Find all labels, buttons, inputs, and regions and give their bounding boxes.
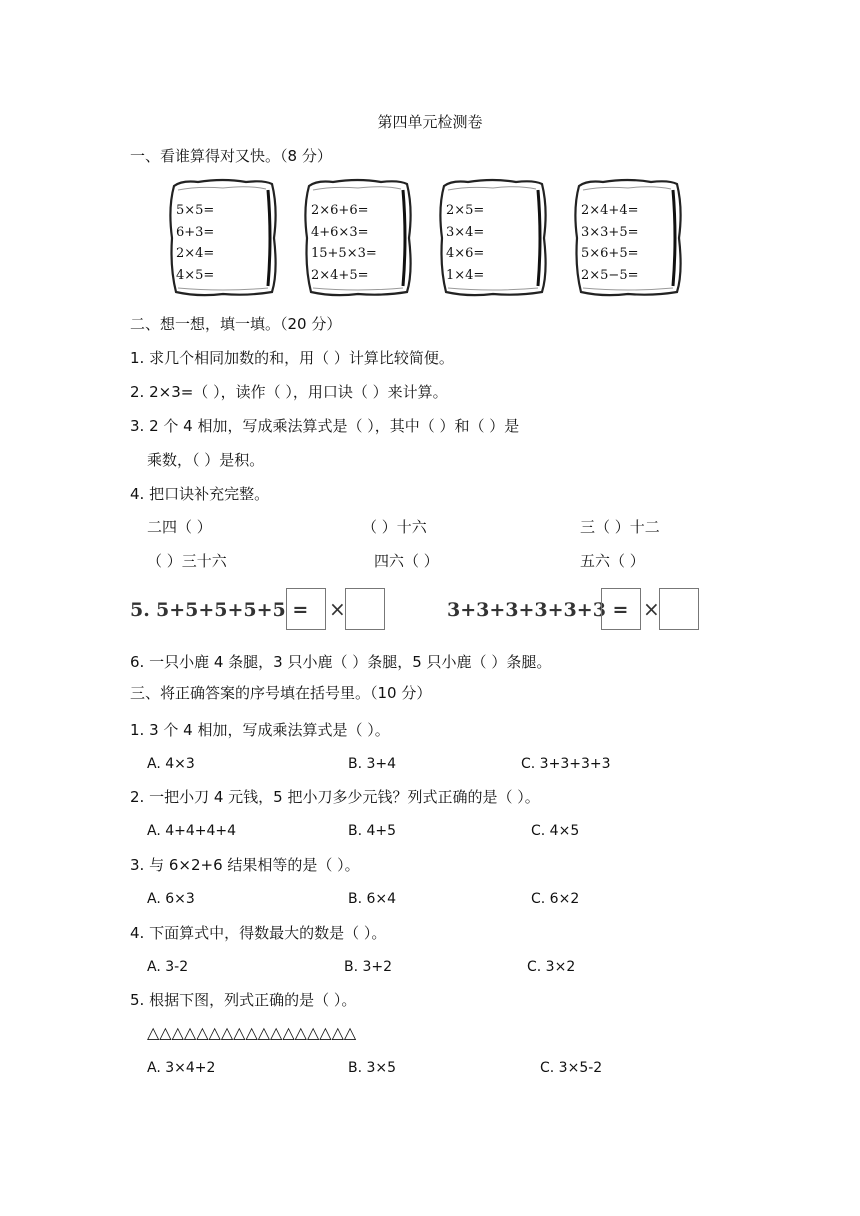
card-line: 6+3= <box>176 224 215 240</box>
card-line: 2×5= <box>446 203 485 218</box>
section3-heading: 三、将正确答案的序号填在括号里。（10 分） <box>130 684 432 702</box>
option-c[interactable]: C. 3+3+3+3 <box>521 756 611 772</box>
answer-box[interactable] <box>286 588 326 630</box>
question-3-4: 4. 下面算式中，得数最大的数是（ ）。 <box>130 924 387 942</box>
answer-box[interactable] <box>601 588 641 630</box>
rhyme-blank: 四六（ ） <box>374 552 439 570</box>
card-line: 4+6×3= <box>311 224 369 240</box>
option-b[interactable]: B. 4+5 <box>348 823 397 839</box>
card-line: 5×5= <box>176 203 215 218</box>
card-line: 15+5×3= <box>311 246 377 261</box>
card-line: 5×6+5= <box>581 246 639 261</box>
option-a[interactable]: A. 4×3 <box>147 756 195 772</box>
option-b[interactable]: B. 3+4 <box>348 756 397 772</box>
calc-card-2 <box>303 178 413 298</box>
addition-expression-1: 5+5+5+5+5 = <box>156 599 309 621</box>
answer-box[interactable] <box>345 588 385 630</box>
option-a[interactable]: A. 4+4+4+4 <box>147 823 237 839</box>
option-c[interactable]: C. 4×5 <box>531 823 580 839</box>
answer-box[interactable] <box>659 588 699 630</box>
question-2-3: 3. 2 个 4 相加，写成乘法算式是（ ），其中（ ）和（ ）是 <box>130 417 520 435</box>
calc-card-4 <box>573 178 683 298</box>
section2-heading: 二、想一想，填一填。（20 分） <box>130 315 342 333</box>
option-b[interactable]: B. 3×5 <box>348 1060 397 1076</box>
option-a[interactable]: A. 6×3 <box>147 891 195 907</box>
option-a[interactable]: A. 3×4+2 <box>147 1060 216 1076</box>
calc-card-3 <box>438 178 548 298</box>
card-line: 2×6+6= <box>311 203 369 218</box>
times-sign: × <box>329 597 346 621</box>
question-3-3: 3. 与 6×2+6 结果相等的是（ ）。 <box>130 856 360 874</box>
calc-card-1 <box>168 178 278 298</box>
question-2-2: 2. 2×3=（ ），读作（ ），用口诀（ ）来计算。 <box>130 383 448 401</box>
rhyme-blank: 五六（ ） <box>580 552 645 570</box>
triangle-row: △△△△△△△△△△△△△△△△△ <box>147 1023 357 1042</box>
question-2-1: 1. 求几个相同加数的和，用（ ）计算比较简便。 <box>130 349 454 367</box>
question-2-6: 6. 一只小鹿 4 条腿，3 只小鹿（ ）条腿，5 只小鹿（ ）条腿。 <box>130 653 552 671</box>
option-a[interactable]: A. 3-2 <box>147 959 189 975</box>
rhyme-blank: （ ）十六 <box>362 518 427 536</box>
card-line: 1×4= <box>446 267 485 283</box>
question-3-5: 5. 根据下图，列式正确的是（ ）。 <box>130 991 357 1009</box>
card-line: 2×5−5= <box>581 267 639 283</box>
question-2-4: 4. 把口诀补充完整。 <box>130 485 270 503</box>
rhyme-blank: （ ）三十六 <box>147 552 227 570</box>
option-b[interactable]: B. 6×4 <box>348 891 397 907</box>
option-c[interactable]: C. 6×2 <box>531 891 580 907</box>
page-title: 第四单元检测卷 <box>377 113 483 131</box>
addition-expression-2: 3+3+3+3+3+3 = <box>447 599 629 621</box>
question-2-5-label: 5. <box>130 599 150 621</box>
card-line: 3×4= <box>446 224 485 240</box>
question-3-1: 1. 3 个 4 相加，写成乘法算式是（ ）。 <box>130 721 390 739</box>
card-line: 3×3+5= <box>581 224 639 240</box>
card-line: 4×5= <box>176 267 215 283</box>
option-c[interactable]: C. 3×2 <box>527 959 576 975</box>
card-line: 2×4+4= <box>581 203 639 218</box>
card-line: 2×4+5= <box>311 267 369 283</box>
option-c[interactable]: C. 3×5-2 <box>540 1060 603 1076</box>
option-b[interactable]: B. 3+2 <box>344 959 393 975</box>
question-3-2: 2. 一把小刀 4 元钱，5 把小刀多少元钱？列式正确的是（ ）。 <box>130 788 540 806</box>
section1-heading: 一、看谁算得对又快。（8 分） <box>130 147 332 165</box>
card-line: 4×6= <box>446 246 485 261</box>
rhyme-blank: 三（ ）十二 <box>580 518 660 536</box>
card-line: 2×4= <box>176 246 215 261</box>
times-sign: × <box>643 597 660 621</box>
rhyme-blank: 二四（ ） <box>147 518 212 536</box>
question-2-3-cont: 乘数，（ ）是积。 <box>147 451 265 469</box>
